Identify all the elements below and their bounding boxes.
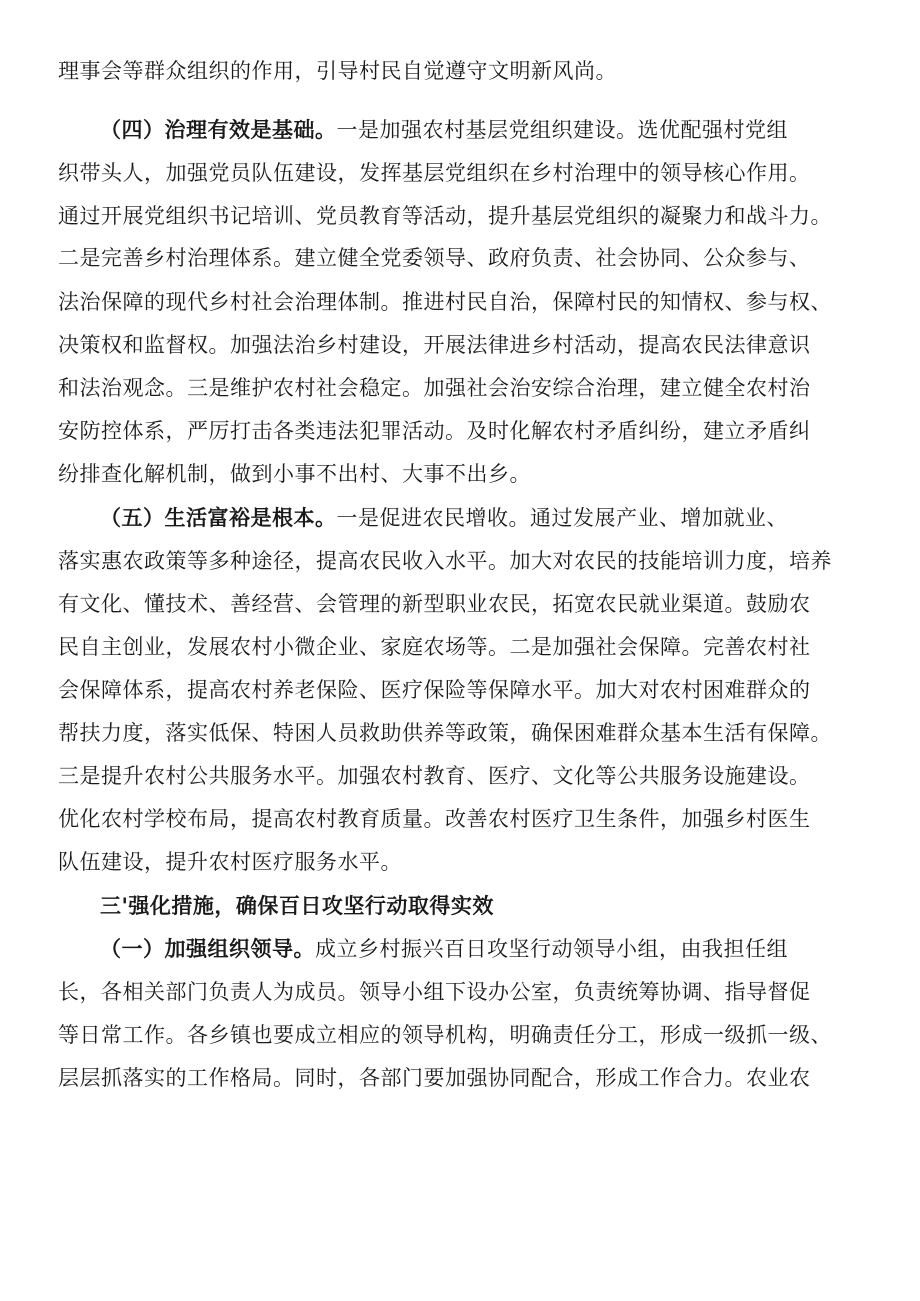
line-text: 队伍建设，提升农村医疗服务水平。 [58, 850, 402, 874]
paragraph-line [58, 849, 888, 875]
section-lead: （四）治理有效是基础。 [100, 117, 337, 142]
line-text: 成立乡村振兴百日攻坚行动领导小组，由我担任组 [315, 937, 788, 961]
paragraph-line [58, 332, 888, 358]
line-text: 理事会等群众组织的作用，引导村民自觉遵守文明新风尚。 [58, 59, 617, 83]
paragraph-line [58, 548, 888, 574]
line-text: 层层抓落实的工作格局。同时，各部门要加强协同配合，形成工作合力。农业农 [58, 1066, 811, 1090]
line-text: 通过开展党组织书记培训、党员教育等活动，提升基层党组织的凝聚力和战斗力。 [58, 204, 832, 228]
line-text: 会保障体系，提高农村养老保险、医疗保险等保障水平。加大对农村困难群众的 [58, 678, 811, 702]
paragraph-line [58, 806, 888, 832]
section-lead: （一）加强组织领导。 [100, 936, 315, 961]
line-text: 长，各相关部门负责人为成员。领导小组下设办公室，负责统筹协调、指导督促 [58, 980, 811, 1004]
paragraph-line [58, 763, 888, 789]
line-text: 织带头人，加强党员队伍建设，发挥基层党组织在乡村治理中的领导核心作用。 [58, 161, 811, 185]
line-text: 二是完善乡村治理体系。建立健全党委领导、政府负责、社会协同、公众参与、 [58, 246, 811, 270]
line-text: 和法治观念。三是维护农村社会稳定。加强社会治安综合治理，建立健全农村治 [58, 376, 811, 400]
section-heading [100, 893, 888, 919]
paragraph-line [58, 418, 888, 444]
paragraph-line [100, 505, 888, 531]
section-lead: （五）生活富裕是根本。 [100, 505, 337, 530]
line-text: 帮扶力度，落实低保、特困人员救助供养等政策，确保困难群众基本生活有保障。 [58, 721, 832, 745]
paragraph-line [58, 1065, 888, 1091]
line-text: 优化农村学校布局，提高农村教育质量。改善农村医疗卫生条件，加强乡村医生 [58, 807, 811, 831]
paragraph-line [58, 720, 888, 746]
paragraph-line [58, 979, 888, 1005]
paragraph-line [58, 58, 888, 84]
paragraph-line [58, 677, 888, 703]
paragraph-line [58, 289, 888, 315]
line-text: 法治保障的现代乡村社会治理体制。推进村民自治，保障村民的知情权、参与权、 [58, 290, 832, 314]
paragraph-line [100, 936, 888, 962]
line-text: 有文化、懂技术、善经营、会管理的新型职业农民，拓宽农民就业渠道。鼓励农 [58, 592, 811, 616]
paragraph-line [58, 375, 888, 401]
line-text: 三是提升农村公共服务水平。加强农村教育、医疗、文化等公共服务设施建设。 [58, 764, 811, 788]
paragraph-line [58, 245, 888, 271]
line-text: 一是促进农民增收。通过发展产业、增加就业、 [336, 506, 788, 530]
paragraph-line [100, 117, 888, 143]
line-text: 落实惠农政策等多种途径，提高农民收入水平。加大对农民的技能培训力度，培养 [58, 549, 832, 573]
paragraph-line [58, 591, 888, 617]
paragraph-line [58, 160, 888, 186]
line-text: 纷排查化解机制，做到小事不出村、大事不出乡。 [58, 462, 531, 486]
paragraph-line [58, 634, 888, 660]
paragraph-line [58, 203, 888, 229]
heading-text: 三'强化措施，确保百日攻坚行动取得实效 [100, 893, 494, 918]
line-text: 决策权和监督权。加强法治乡村建设，开展法律进乡村活动，提高农民法律意识 [58, 333, 811, 357]
paragraph-line [58, 461, 888, 487]
line-text: 安防控体系，严厉打击各类违法犯罪活动。及时化解农村矛盾纠纷，建立矛盾纠 [58, 419, 811, 443]
line-text: 一是加强农村基层党组织建设。选优配强村党组 [336, 118, 788, 142]
paragraph-line [58, 1022, 888, 1048]
line-text: 民自主创业，发展农村小微企业、家庭农场等。二是加强社会保障。完善农村社 [58, 635, 811, 659]
line-text: 等日常工作。各乡镇也要成立相应的领导机构，明确责任分工，形成一级抓一级、 [58, 1023, 832, 1047]
